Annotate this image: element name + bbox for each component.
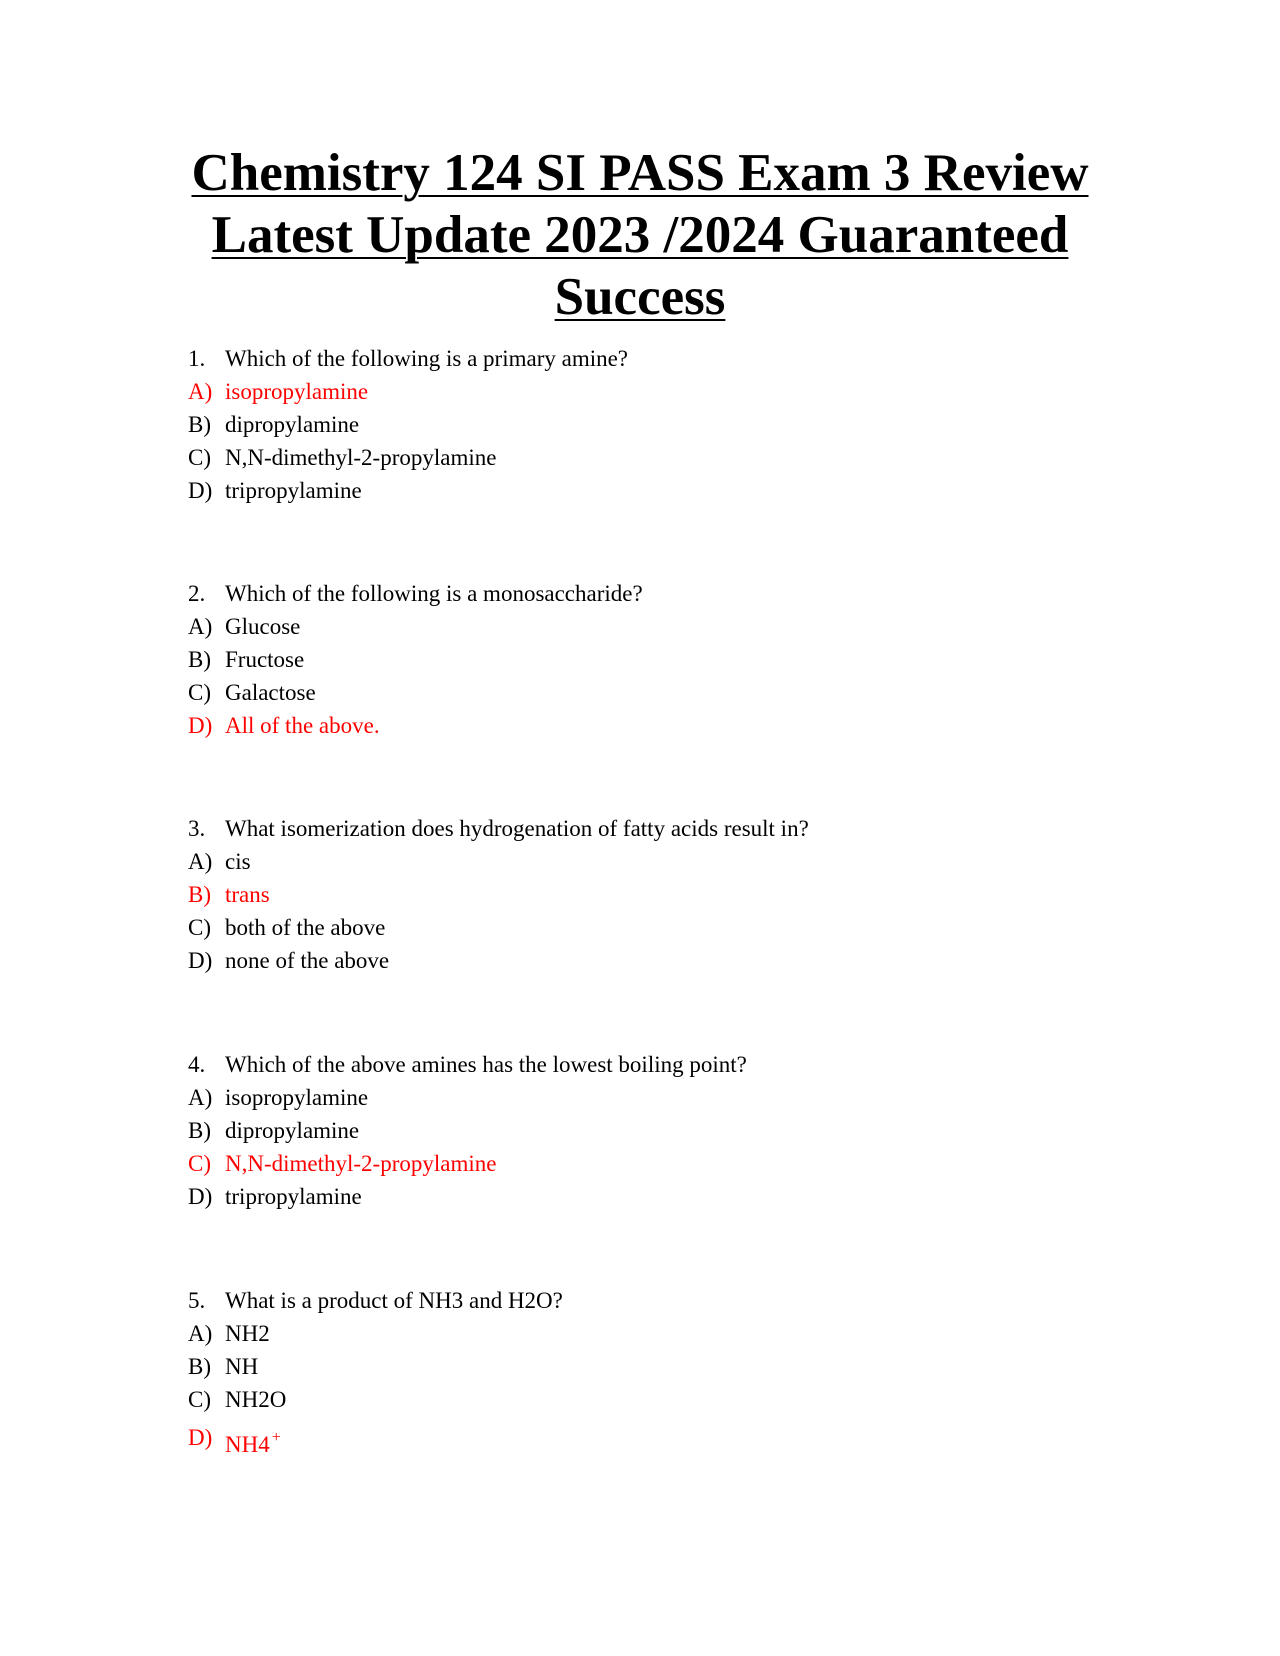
option-text: NH (225, 1354, 259, 1379)
answer-option-a (188, 1081, 1088, 1114)
option-text: isopropylamine (225, 379, 369, 404)
question-number: 4. (188, 1052, 206, 1077)
question-number: 2. (188, 581, 206, 606)
question-text: What is a product of NH3 and H2O? (225, 1288, 563, 1313)
option-letter: D) (188, 948, 213, 973)
answer-option-c (188, 1147, 1088, 1180)
option-letter: D) (188, 1184, 213, 1209)
question-1 (188, 342, 1088, 507)
title-line-1: Chemistry 124 SI PASS Exam 3 Review (191, 144, 1089, 202)
option-letter: D) (188, 478, 213, 503)
question-text: What isomerization does hydrogenation of fatty acids result in? (225, 816, 809, 841)
answer-option-a (188, 375, 1088, 408)
title-line-2: Latest Update 2023 /2024 Guaranteed (211, 206, 1069, 264)
option-text: N,N-dimethyl-2-propylamine (225, 445, 497, 470)
answer-option-c (188, 441, 1088, 474)
option-text: All of the above. (225, 713, 380, 738)
option-text: NH2O (225, 1387, 287, 1412)
option-text: trans (225, 882, 270, 907)
answer-option-a (188, 610, 1088, 643)
option-text: Glucose (225, 614, 301, 639)
option-letter: A) (188, 1085, 213, 1110)
option-letter: B) (188, 882, 211, 907)
answer-option-b (188, 643, 1088, 676)
question-stem (188, 1048, 1088, 1081)
option-letter: B) (188, 647, 211, 672)
option-letter: C) (188, 915, 211, 940)
option-letter: A) (188, 614, 213, 639)
question-stem (188, 812, 1088, 845)
option-text: cis (225, 849, 251, 874)
answer-option-d (188, 1180, 1088, 1213)
option-letter: B) (188, 1118, 211, 1143)
option-text: dipropylamine (225, 412, 360, 437)
option-letter: C) (188, 1151, 211, 1176)
option-text: none of the above (225, 948, 390, 973)
title-line-3: Success (554, 268, 726, 326)
answer-option-d (188, 709, 1088, 742)
question-4 (188, 1048, 1088, 1213)
option-text: Galactose (225, 680, 316, 705)
option-text: Fructose (225, 647, 305, 672)
option-letter: B) (188, 412, 211, 437)
option-text: isopropylamine (225, 1085, 369, 1110)
answer-option-b (188, 878, 1088, 911)
option-letter: A) (188, 849, 213, 874)
answer-option-b (188, 1350, 1088, 1383)
option-text: NH2 (225, 1321, 270, 1346)
answer-option-a (188, 845, 1088, 878)
question-number: 3. (188, 816, 206, 841)
document-title (120, 142, 1160, 328)
question-stem (188, 1284, 1088, 1317)
question-2 (188, 577, 1088, 742)
answer-option-a (188, 1317, 1088, 1350)
question-number: 5. (188, 1288, 206, 1313)
option-text: N,N-dimethyl-2-propylamine (225, 1151, 497, 1176)
answer-option-d (188, 474, 1088, 507)
question-stem (188, 577, 1088, 610)
question-stem (188, 342, 1088, 375)
option-text: tripropylamine (225, 478, 362, 503)
question-number: 1. (188, 346, 206, 371)
question-text: Which of the above amines has the lowest boiling point? (225, 1052, 747, 1077)
option-text: both of the above (225, 915, 386, 940)
option-letter: D) (188, 713, 213, 738)
question-5 (188, 1284, 1088, 1460)
answer-option-d (188, 944, 1088, 977)
option-superscript: + (271, 1429, 281, 1446)
answer-option-c (188, 1383, 1088, 1416)
question-text: Which of the following is a primary amine? (225, 346, 629, 371)
option-text: NH4 (225, 1432, 270, 1457)
answer-option-b (188, 408, 1088, 441)
option-text: tripropylamine (225, 1184, 362, 1209)
option-letter: B) (188, 1354, 211, 1379)
question-text: Which of the following is a monosaccharide? (225, 581, 643, 606)
answer-option-b (188, 1114, 1088, 1147)
option-text-wrapper (225, 1416, 281, 1467)
option-letter: A) (188, 379, 213, 404)
option-text: dipropylamine (225, 1118, 360, 1143)
answer-option-d (188, 1416, 1088, 1460)
option-letter: C) (188, 445, 211, 470)
option-letter: C) (188, 680, 211, 705)
option-letter: C) (188, 1387, 211, 1412)
answer-option-c (188, 676, 1088, 709)
answer-option-c (188, 911, 1088, 944)
option-letter: A) (188, 1321, 213, 1346)
option-letter: D) (188, 1425, 213, 1450)
question-3 (188, 812, 1088, 977)
